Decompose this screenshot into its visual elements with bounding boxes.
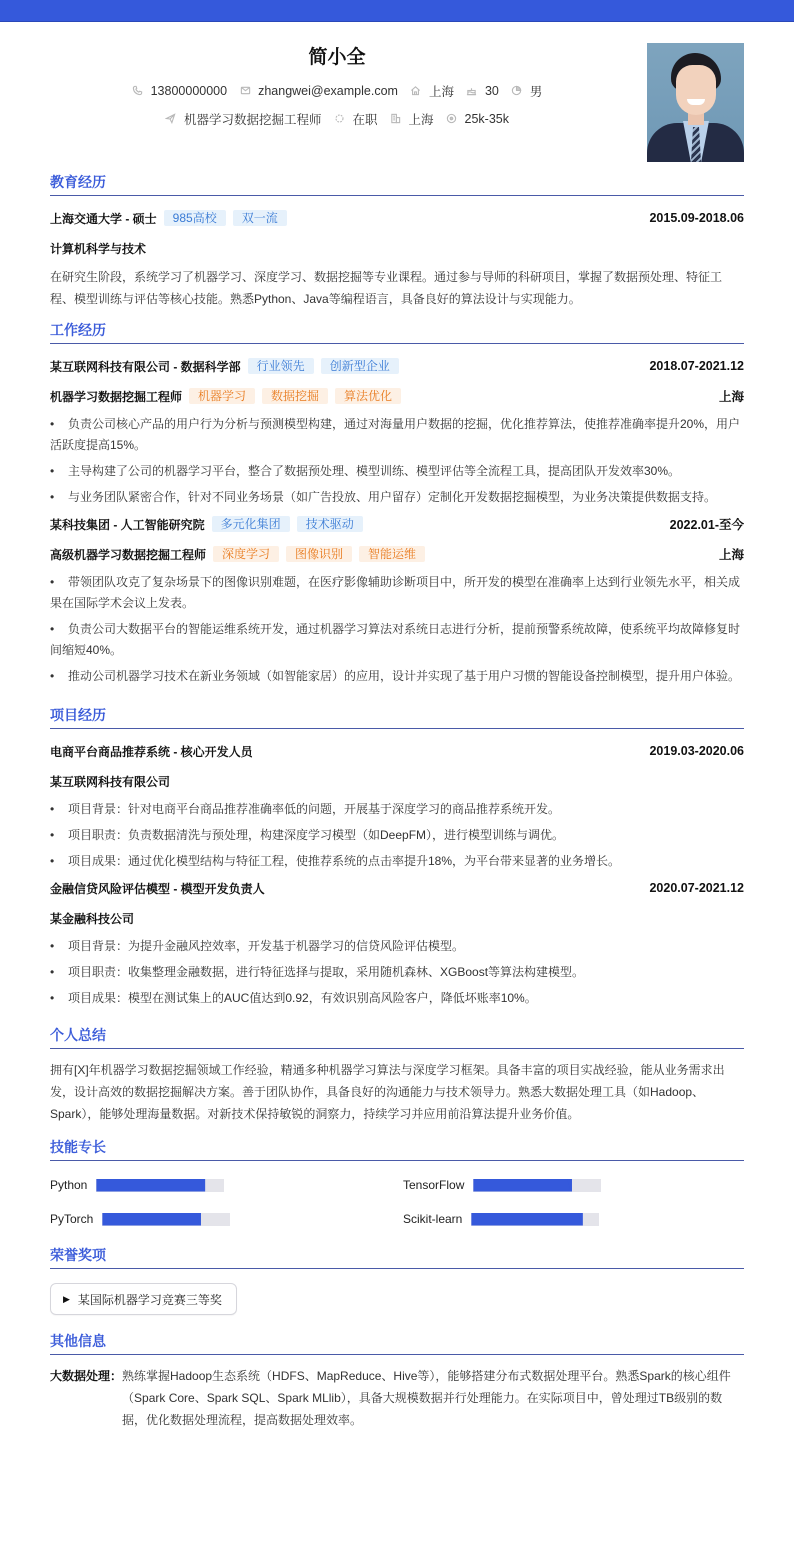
profile-photo: [647, 43, 744, 162]
major: 计算机科学与技术: [50, 241, 147, 256]
send-icon: [165, 113, 177, 125]
position-tag: 智能运维: [359, 546, 425, 562]
other-item: [50, 1365, 744, 1431]
company-tag: 技术驱动: [297, 516, 363, 532]
gender-item: 男: [511, 82, 543, 100]
project-date: 2020.07-2021.12: [649, 881, 744, 895]
resume-body: [0, 172, 794, 1431]
company-tag: 行业领先: [248, 358, 314, 374]
city-item: 上海: [410, 82, 454, 100]
work-item: [50, 358, 744, 508]
education-date: 2015.09-2018.06: [649, 211, 744, 225]
other-text: 熟练掌握Hadoop生态系统（HDFS、MapReduce、Hive等），能够搭建分布式数据处理平台。熟悉Spark的核心组件（Spark Core、Spark SQL、Spark MLlib），具备大规模数据并行处理能力。在实际项目中，曾处理过TB级别的数据，优化数据处理流程，提高数据处理效率。: [122, 1369, 731, 1427]
skill-bar: [102, 1213, 230, 1226]
position-tag: 深度学习: [213, 546, 279, 562]
skill-item: [403, 1209, 756, 1229]
other-section: [50, 1331, 744, 1431]
project-company: 某金融科技公司: [50, 911, 135, 926]
skill-name: PyTorch: [50, 1212, 94, 1226]
project-item: [50, 880, 744, 1009]
position-title: 高级机器学习数据挖掘工程师: [50, 547, 207, 562]
bullet-item: • 项目背景：为提升金融风控效率，开发基于机器学习的信贷风险评估模型。: [50, 936, 744, 957]
school-degree: 上海交通大学 - 硕士: [50, 211, 157, 226]
bullet-item: • 项目职责：负责数据清洗与预处理，构建深度学习模型（如DeepFM），进行模型训练与调优。: [50, 825, 744, 846]
skill-bar: [473, 1179, 601, 1192]
project-name: 电商平台商品推荐系统 - 核心开发人员: [50, 744, 253, 759]
skill-name: Scikit-learn: [403, 1212, 463, 1226]
bullet-item: • 项目职责：收集整理金融数据，进行特征选择与提取，采用随机森林、XGBoost等算法构建模型。: [50, 962, 744, 983]
top-accent-bar: [0, 0, 794, 22]
education-section: [50, 172, 744, 310]
skill-bar-fill: [102, 1213, 201, 1226]
project-bullets: [50, 936, 744, 1009]
section-title: 教育经历: [50, 172, 744, 196]
skill-name: Python: [50, 1178, 88, 1192]
skill-bar-fill: [473, 1179, 572, 1192]
section-title: 荣誉奖项: [50, 1245, 744, 1269]
section-title: 项目经历: [50, 705, 744, 729]
summary-section: [50, 1025, 744, 1125]
work-date: 2022.01-至今: [669, 518, 744, 532]
bullet-item: • 与业务团队紧密合作，针对不同业务场景（如广告投放、用户留存）定制化开发数据挖掘模型，为业务决策提供数据支持。: [50, 487, 744, 508]
skill-item: [50, 1175, 403, 1195]
skill-bar: [96, 1179, 224, 1192]
school-tag: 双一流: [233, 210, 287, 226]
work-bullets: [50, 414, 744, 508]
section-title: 个人总结: [50, 1025, 744, 1049]
awards-section: [50, 1245, 744, 1331]
bullet-item: • 主导构建了公司的机器学习平台，整合了数据预处理、模型训练、模型评估等全流程工具，提高团队开发效率30%。: [50, 461, 744, 482]
bullet-item: • 项目成果：通过优化模型结构与特征工程，使推荐系统的点击率提升18%，为平台带来显著的业务增长。: [50, 851, 744, 872]
project-company: 某互联网科技有限公司: [50, 774, 171, 789]
section-title: 其他信息: [50, 1331, 744, 1355]
skill-bar-fill: [471, 1213, 582, 1226]
skills-grid: [50, 1175, 744, 1229]
phone-item: 13800000000: [132, 84, 227, 98]
bullet-item: • 项目背景：针对电商平台商品推荐准确率低的问题，开展基于深度学习的商品推荐系统开发。: [50, 799, 744, 820]
position-tag: 数据挖掘: [262, 388, 328, 404]
company-tag: 创新型企业: [321, 358, 399, 374]
target-position-item: 机器学习数据挖掘工程师: [165, 110, 322, 128]
position-tag: 算法优化: [335, 388, 401, 404]
work-date: 2018.07-2021.12: [649, 359, 744, 373]
other-label: 大数据处理：: [50, 1369, 123, 1383]
education-description: 在研究生阶段，系统学习了机器学习、深度学习、数据挖掘等专业课程。通过参与导师的科研项目，掌握了数据预处理、特征工程、模型训练与评估等核心技能。熟悉Python、Java等编程语言，具备良好的算法设计与实现能力。: [50, 270, 723, 306]
company-name: 某科技集团 - 人工智能研究院: [50, 517, 205, 532]
position-tag: 图像识别: [286, 546, 352, 562]
skill-item: [403, 1175, 756, 1195]
contact-row-2: [0, 110, 674, 128]
work-location: 上海: [718, 390, 744, 404]
work-location: 上海: [718, 548, 744, 562]
skill-bar-fill: [96, 1179, 205, 1192]
age-item: 30: [466, 84, 499, 98]
position-title: 机器学习数据挖掘工程师: [50, 389, 183, 404]
award-toggle[interactable]: [50, 1283, 237, 1315]
resume-header: [0, 22, 794, 172]
salary-icon: [446, 113, 458, 125]
skill-bar: [471, 1213, 599, 1226]
bullet-item: • 负责公司核心产品的用户行为分析与预测模型构建，通过对海量用户数据的挖掘，优化推荐算法，使推荐准确率提升20%，用户活跃度提高15%。: [50, 414, 744, 456]
contact-row-1: [0, 82, 674, 100]
work-bullets: [50, 572, 744, 687]
skill-name: TensorFlow: [403, 1178, 465, 1192]
email-item: zhangwei@example.com: [239, 84, 398, 98]
status-icon: [334, 113, 346, 125]
project-date: 2019.03-2020.06: [649, 744, 744, 758]
gender-icon: [511, 85, 523, 97]
bullet-item: • 推动公司机器学习技术在新业务领域（如智能家居）的应用，设计并实现了基于用户习惯的智能设备控制模型，提升用户体验。: [50, 666, 744, 687]
projects-section: [50, 705, 744, 1009]
job-status-item: 在职: [334, 110, 378, 128]
candidate-name: 简小全: [308, 47, 366, 68]
salary-item: 25k-35k: [446, 112, 509, 126]
work-section: [50, 320, 744, 687]
position-tag: 机器学习: [189, 388, 255, 404]
phone-icon: [132, 85, 144, 97]
target-city-item: 上海: [390, 110, 434, 128]
project-bullets: [50, 799, 744, 872]
mail-icon: [239, 85, 251, 97]
school-tag: 985高校: [164, 210, 226, 226]
company-name: 某互联网科技有限公司 - 数据科学部: [50, 359, 241, 374]
summary-text: 拥有[X]年机器学习数据挖掘领域工作经验，精通多种机器学习算法与深度学习框架。具备丰富的项目实战经验，能从业务需求出发，设计高效的数据挖掘解决方案。善于团队协作，具备良好的沟通能力与技术领导力。熟悉大数据处理工具（如Hadoop、Spark），能够处理海量数据。对新技术保持敏锐的洞察力，持续学习并应用前沿算法提升业务价值。: [50, 1063, 725, 1121]
home-icon: [410, 85, 422, 97]
project-name: 金融信贷风险评估模型 - 模型开发负责人: [50, 881, 265, 896]
section-title: 技能专长: [50, 1137, 744, 1161]
cake-icon: [466, 85, 478, 97]
award-label: 某国际机器学习竞赛三等奖: [77, 1292, 222, 1307]
building-icon: [390, 113, 402, 125]
section-title: 工作经历: [50, 320, 744, 344]
expand-triangle-icon: ▶: [63, 1293, 70, 1304]
skill-item: [50, 1209, 403, 1229]
project-item: [50, 743, 744, 872]
work-item: [50, 516, 744, 687]
bullet-item: • 项目成果：模型在测试集上的AUC值达到0.92，有效识别高风险客户，降低坏账率10%。: [50, 988, 744, 1009]
bullet-item: • 带领团队攻克了复杂场景下的图像识别难题，在医疗影像辅助诊断项目中，所开发的模型在准确率上达到行业领先水平，相关成果在国际学术会议上发表。: [50, 572, 744, 614]
education-item: [50, 210, 744, 310]
bullet-item: • 负责公司大数据平台的智能运维系统开发，通过机器学习算法对系统日志进行分析，提前预警系统故障，使系统平均故障修复时间缩短40%。: [50, 619, 744, 661]
company-tag: 多元化集团: [212, 516, 290, 532]
skills-section: [50, 1137, 744, 1229]
